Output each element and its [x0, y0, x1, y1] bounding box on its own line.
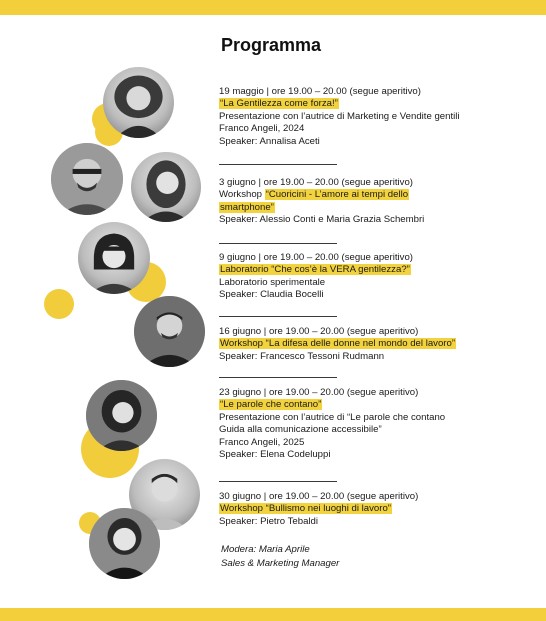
event-title-line	[219, 202, 519, 214]
separator-line	[219, 481, 337, 482]
event-title-line	[219, 338, 519, 350]
event-block	[219, 387, 519, 461]
bottom-accent-band	[0, 608, 546, 621]
event-block	[219, 326, 519, 363]
event-detail-line: Franco Angeli, 2024	[219, 123, 305, 135]
event-title-line	[219, 98, 519, 110]
page-title: Programma	[221, 35, 322, 55]
separator-line	[219, 316, 337, 317]
speaker-photo-alessio-conti	[51, 143, 123, 215]
event-title: “Le parole che contano”	[220, 399, 322, 411]
speaker-photo-maria-grazia-schembri	[131, 152, 201, 222]
event-title: smartphone”	[220, 201, 274, 213]
event-title: Laboratorio “Che cos’è la VERA gentilezza?”	[220, 264, 410, 276]
event-speaker-line: Speaker: Francesco Tessoni Rudmann	[219, 350, 385, 362]
event-date-line: 16 giugno | ore 19.00 – 20.00 (segue aperitivo)	[219, 326, 419, 337]
event-title: Workshop “La difesa delle donne nel mondo del lavoro”	[220, 338, 456, 350]
event-block	[219, 491, 519, 528]
moderator-role: Sales & Marketing Manager	[221, 558, 340, 569]
event-speaker-line: Speaker: Pietro Tebaldi	[219, 515, 319, 527]
speaker-photo-annalisa-aceti	[103, 67, 174, 138]
event-block	[219, 177, 519, 227]
event-date-line: 19 maggio | ore 19.00 – 20.00 (segue aperitivo)	[219, 86, 421, 97]
event-title: “La Gentilezza come forza!”	[220, 98, 338, 110]
event-speaker-line: Speaker: Elena Codeluppi	[219, 449, 331, 461]
event-date-line: 30 giugno | ore 19.00 – 20.00 (segue aperitivo)	[219, 491, 419, 502]
event-detail-line: Presentazione con l’autrice di “Le parole che contano	[219, 411, 446, 423]
separator-line	[219, 377, 337, 378]
event-detail-line: Laboratorio sperimentale	[219, 276, 326, 288]
event-title: Workshop “Bullismo nei luoghi di lavoro”	[220, 503, 391, 515]
event-title-line	[219, 399, 519, 411]
event-speaker-line: Speaker: Claudia Bocelli	[219, 289, 324, 301]
event-speaker-line: Speaker: Annalisa Aceti	[219, 135, 320, 147]
event-date-line: 3 giugno | ore 19.00 – 20.00 (segue aperitivo)	[219, 177, 413, 188]
event-date-line: 9 giugno | ore 19.00 – 20.00 (segue aperitivo)	[219, 252, 413, 263]
event-detail-line: Franco Angeli, 2025	[219, 436, 305, 448]
top-accent-band	[0, 0, 546, 15]
event-detail-line: Presentazione con l’autrice di Marketing e Vendite gentili	[219, 110, 460, 122]
event-title: “Cuoricini - L’amore ai tempi dello	[265, 189, 409, 201]
event-block	[219, 86, 519, 148]
event-title-line	[219, 503, 519, 515]
decor-dot	[44, 289, 74, 319]
event-speaker-line: Speaker: Alessio Conti e Maria Grazia Schembri	[219, 214, 425, 226]
speaker-photo-claudia-bocelli	[78, 222, 150, 294]
moderator-name: Modera: Maria Aprile	[221, 544, 310, 555]
speaker-photo-moderator	[89, 508, 160, 579]
speaker-photo-elena-codeluppi	[86, 380, 157, 451]
event-title-prefix: Workshop	[219, 189, 265, 201]
separator-line	[219, 243, 337, 244]
event-date-line: 23 giugno | ore 19.00 – 20.00 (segue aperitivo)	[219, 387, 419, 398]
separator-line	[219, 164, 337, 165]
event-title-line	[219, 264, 519, 276]
event-block	[219, 252, 519, 302]
event-detail-line: Guida alla comunicazione accessibile”	[219, 424, 382, 436]
speaker-photo-francesco-tessoni-rudmann	[134, 296, 205, 367]
event-title-line	[219, 189, 519, 201]
moderator-credit	[221, 543, 339, 571]
